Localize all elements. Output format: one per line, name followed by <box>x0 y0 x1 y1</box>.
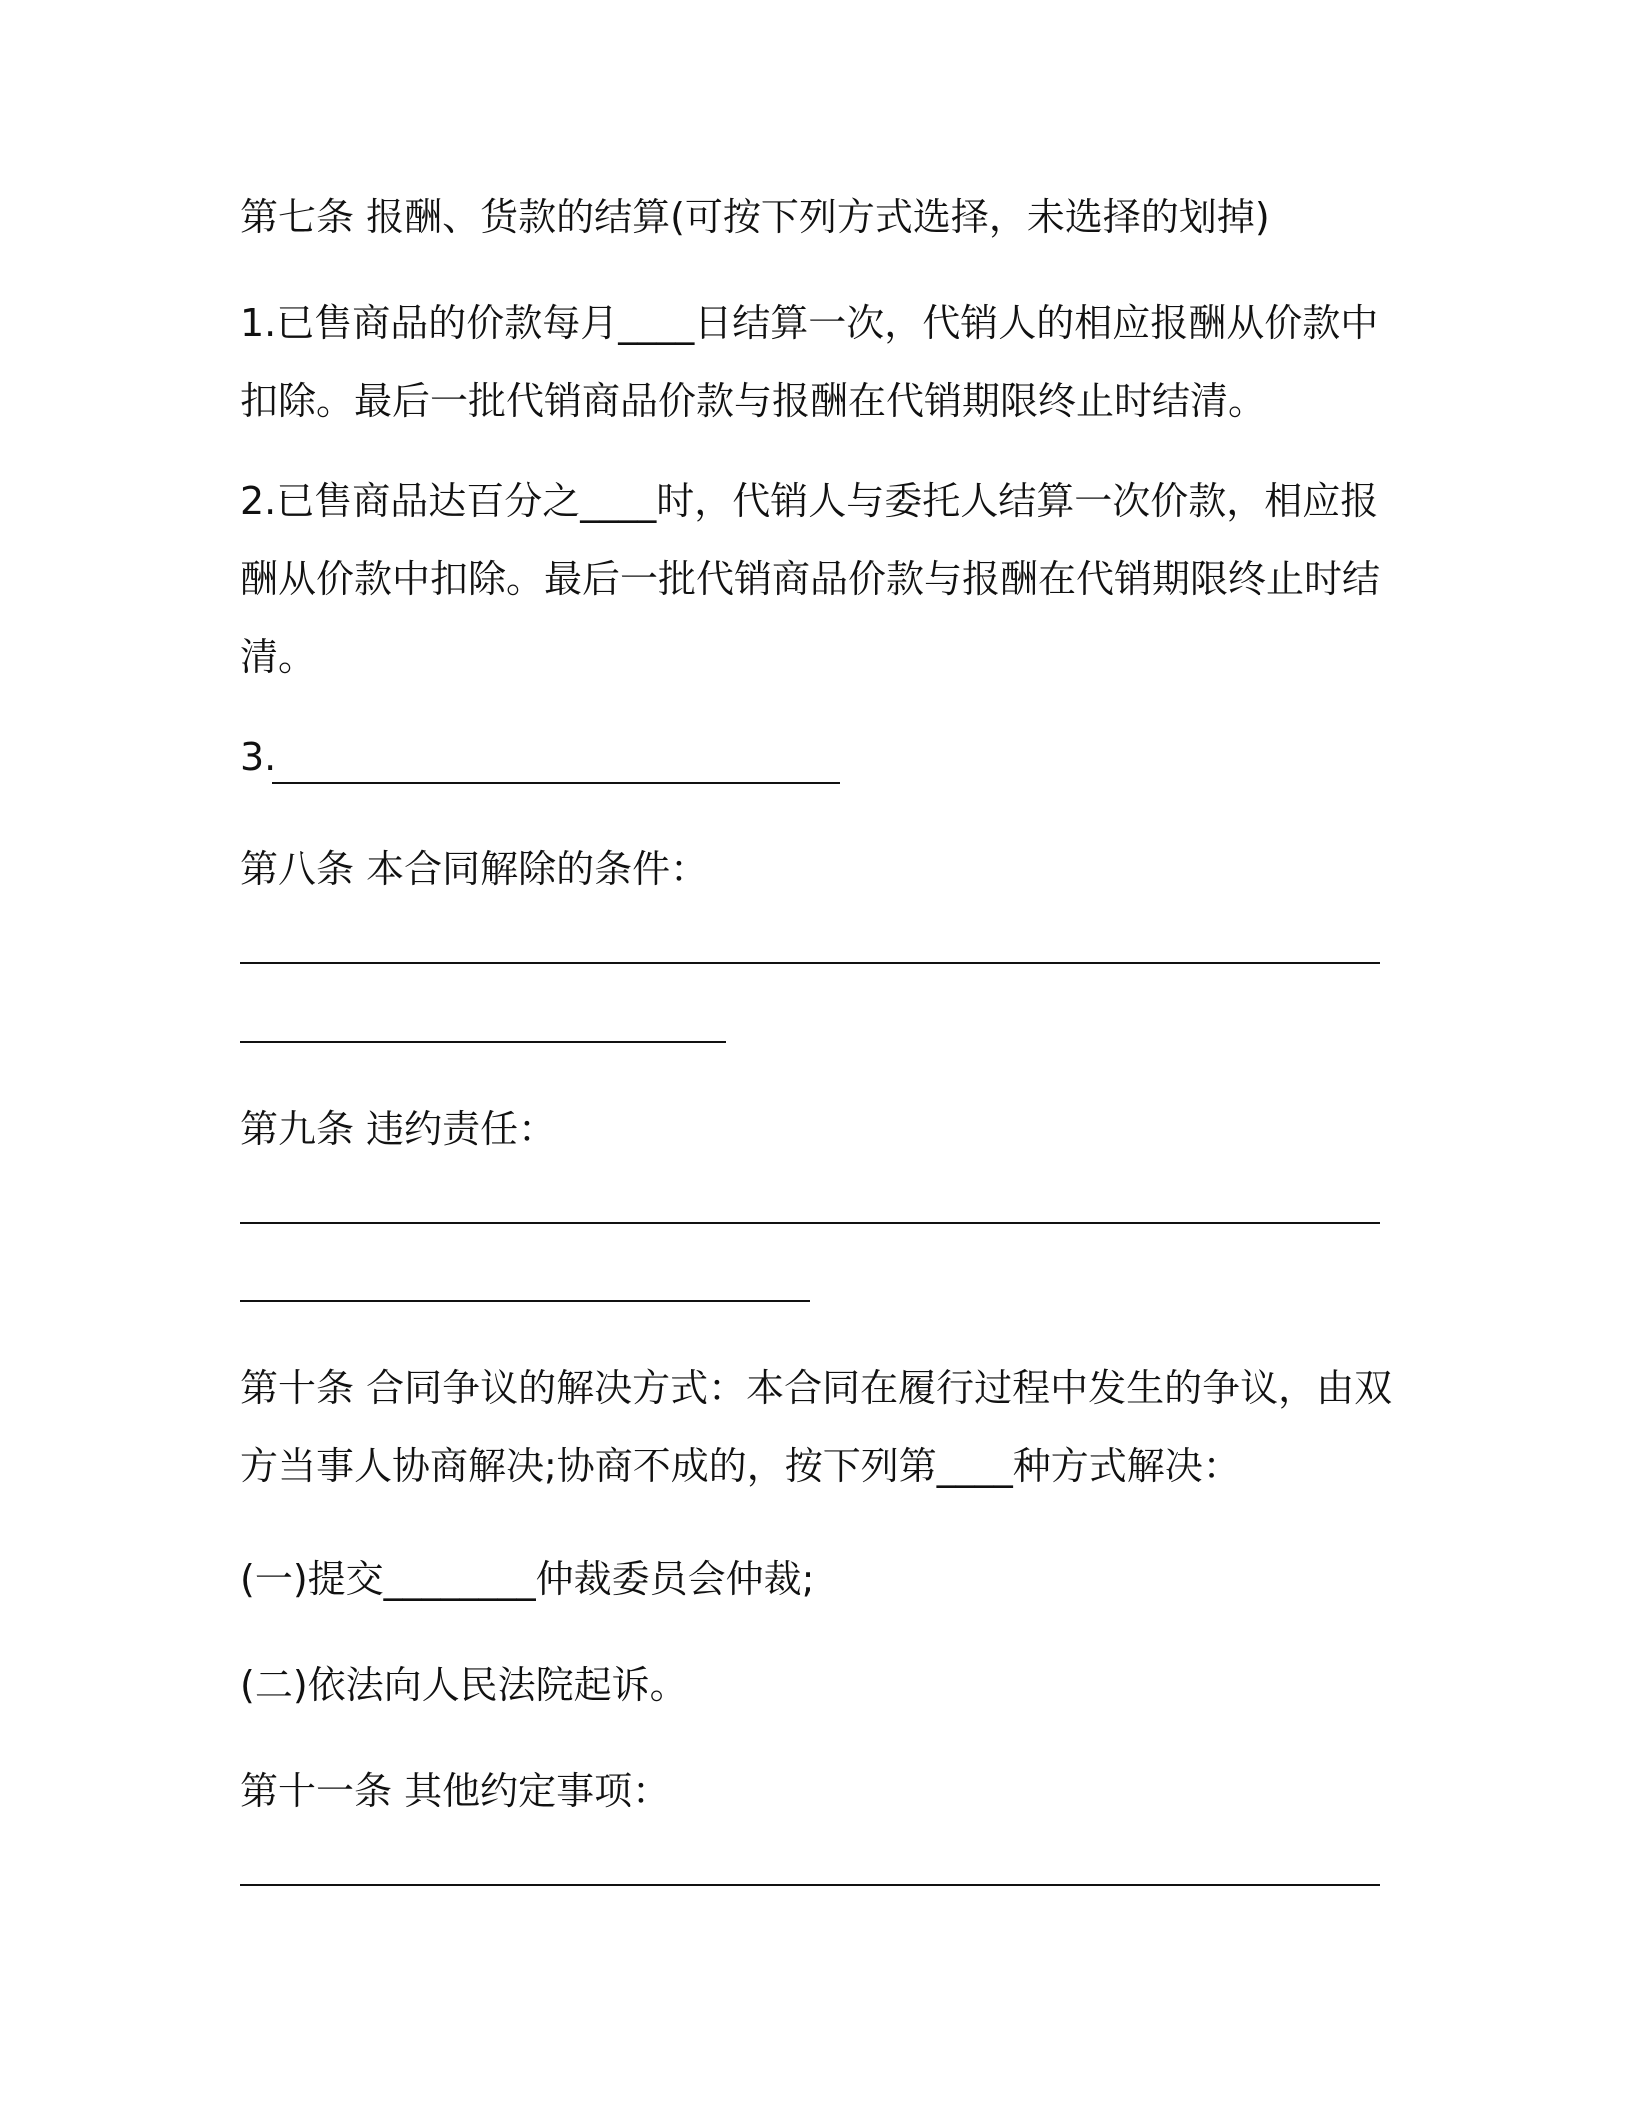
article-7-option-2-line-1: 2.已售商品达百分之____时，代销人与委托人结算一次价款，相应报 <box>240 479 1379 523</box>
article-7-option-2 <box>240 462 1380 696</box>
article-10-option-1 <box>240 1540 1380 1618</box>
article-10-option-2 <box>240 1646 1380 1724</box>
article-10-body <box>240 1349 1393 1505</box>
article-8-blank-line-2 <box>240 1041 726 1043</box>
article-7-option-2-line-3: 清。 <box>240 635 317 679</box>
article-11-title <box>240 1752 1380 1830</box>
article-11-title-text: 第十一条 其他约定事项： <box>240 1769 671 1813</box>
article-9-blank-line-1 <box>240 1222 1380 1224</box>
article-10-option-1-text: (一)提交________仲裁委员会仲裁; <box>240 1557 815 1601</box>
article-7-option-1-line-2: 扣除。最后一批代销商品价款与报酬在代销期限终止时结清。 <box>240 379 1267 423</box>
article-9-blank-line-2 <box>240 1300 810 1302</box>
article-8-title <box>240 830 1380 908</box>
article-11-blank-line-1 <box>240 1884 1380 1886</box>
article-10-line-2: 方当事人协商解决;协商不成的，按下列第____种方式解决： <box>240 1444 1241 1488</box>
article-9-title <box>240 1090 1380 1168</box>
article-7-option-3-label: 3. <box>240 735 277 779</box>
article-7-option-1-line-1: 1.已售商品的价款每月____日结算一次，代销人的相应报酬从价款中 <box>240 301 1379 345</box>
article-7-title <box>240 178 1380 256</box>
article-9-title-text: 第九条 违约责任： <box>240 1107 557 1151</box>
article-7-option-3-blank <box>272 782 840 784</box>
article-7-option-2-line-2: 酬从价款中扣除。最后一批代销商品价款与报酬在代销期限终止时结 <box>240 557 1381 601</box>
article-8-blank-line-1 <box>240 962 1380 964</box>
article-7-option-1 <box>240 284 1380 440</box>
article-10-line-1: 第十条 合同争议的解决方式：本合同在履行过程中发生的争议，由双 <box>240 1366 1393 1410</box>
article-10-option-2-text: (二)依法向人民法院起诉。 <box>240 1663 688 1707</box>
article-7-option-3 <box>240 718 1380 796</box>
article-8-title-text: 第八条 本合同解除的条件： <box>240 847 709 891</box>
article-7-title-text: 第七条 报酬、货款的结算(可按下列方式选择，未选择的划掉) <box>240 195 1270 239</box>
